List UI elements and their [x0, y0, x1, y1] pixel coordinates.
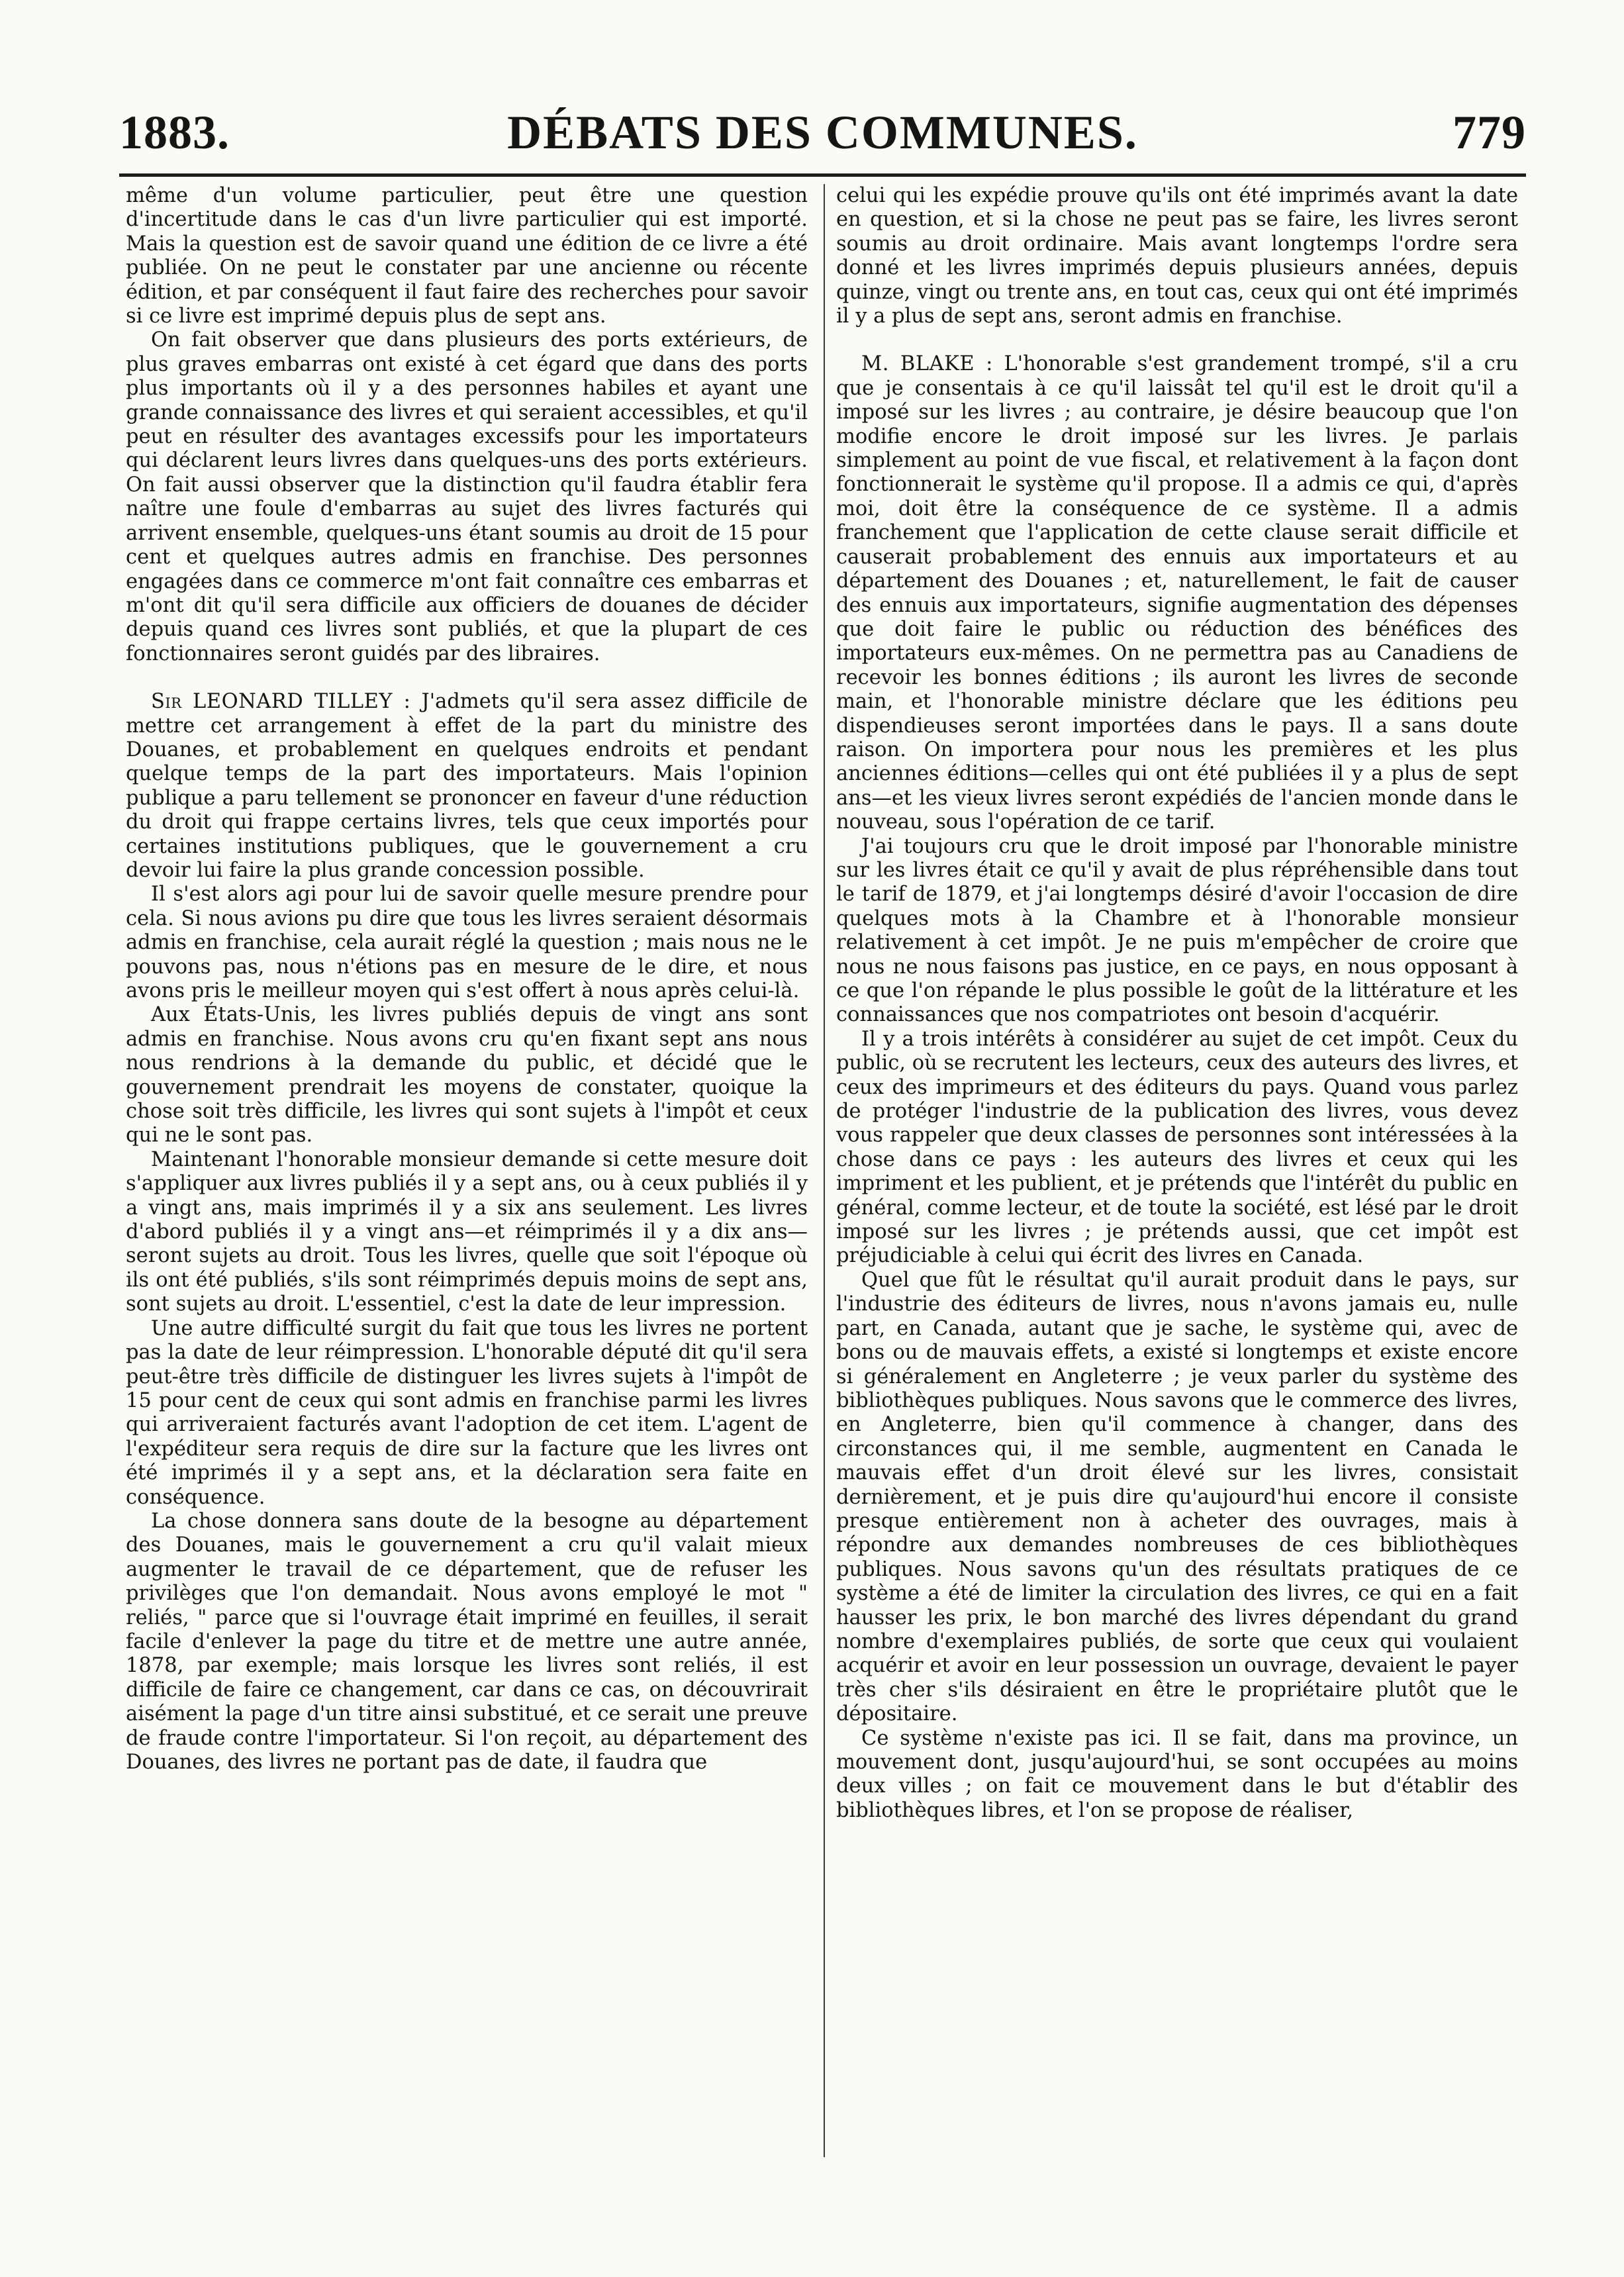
right-column: [836, 184, 1518, 2210]
right-paragraph-5: Quel que fût le résultat qu'il aurait produit dans le pays, sur l'industrie des éditeurs de livres, nous n'avons jamais eu, nulle part, en Canada, autant que je sache, le système qui, avec de bons ou de mauvais effets, a existé si longtemps et existe encore si généralement en Angleterre ; je veux parler du système des bibliothèques publiques. Nous savons que le commerce des livres, en Angleterre, bien qu'il commence à changer, dans des circonstances qui, il me semble, augmentent en Canada le mauvais effet d'un droit élevé sur les livres, consistait dernièrement, et je puis dire qu'aujourd'hui encore il consiste presque entièrement non à acheter des ouvrages, mais à répondre aux demandes nombreuses de ces bibliothèques publiques. Nous savons qu'un des résultats pratiques de ce système a été de limiter la circulation des livres, ce qui en a fait hausser les prix, le bon marché des livres dépendant du grand nombre d'exemplaires publiés, de sorte que ceux qui voulaient acquérir et avoir en leur possession un ouvrage, devaient le payer très cher s'ils désiraient en être le propriétaire plutôt que le dépositaire.: [836, 1268, 1518, 1726]
column-divider: [824, 184, 825, 2157]
right-paragraph-1: celui qui les expédie prouve qu'ils ont été imprimés avant la date en question, et si la chose ne peut pas se faire, les livres seront soumis au droit ordinaire. Mais avant longtemps l'ordre sera donné et les livres imprimés depuis plusieurs années, depuis quinze, vingt ou trente ans, en tout cas, ceux qui ont été imprimés il y a plus de sept ans, seront admis en franchise.: [836, 184, 1518, 328]
page-header: [119, 99, 1526, 166]
left-paragraph-4: Il s'est alors agi pour lui de savoir quelle mesure prendre pour cela. Si nous avions pu dire que tous les livres seraient désormais admis en franchise, cela aurait réglé la question ; mais nous ne le pouvons pas, nous n'étions pas en mesure de le dire, et nous avons pris le meilleur moyen qui s'est offert à nous après celui-là.: [126, 883, 808, 1002]
left-paragraph-8: La chose donnera sans doute de la besogne au département des Douanes, mais le gouvernement a cru qu'il valait mieux augmenter le travail de ce département, que de refuser les privilèges que l'on demandait. Nous avons employé le mot " reliés, " parce que si l'ouvrage était imprimé en feuilles, il serait facile d'enlever la page du titre et de mettre une autre année, 1878, par exemple; mais lorsque les livres sont reliés, il est difficile de faire ce changement, car dans ce cas, on découvrirait aisément la page d'un titre ainsi substitué, et ce serait une preuve de fraude contre l'importateur. Si l'on reçoit, au département des Douanes, des livres ne portant pas de date, il faudra que: [126, 1509, 808, 1774]
header-rule: [119, 173, 1526, 177]
left-paragraph-3: [126, 690, 808, 883]
left-paragraph-1: même d'un volume particulier, peut être une question d'incertitude dans le cas d'un livre particulier qui est importé. Mais la question est de savoir quand une édition de ce livre a été publiée. On ne peut le constater par une ancienne ou récente édition, et par conséquent il faut faire des recherches pour savoir si ce livre est imprimé depuis plus de sept ans.: [126, 184, 808, 328]
left-paragraph-2: On fait observer que dans plusieurs des ports extérieurs, de plus graves embarras ont existé à cet égard que dans des ports plus importants où il y a des personnes habiles et ayant une grande connaissance des livres et qui seraient accessibles, et qu'il peut en résulter des avantages excessifs pour les importateurs qui déclarent leurs livres dans quelques-uns des ports extérieurs. On fait aussi observer que la distinction qu'il faudra établir fera naître une foule d'embarras au sujet des livres facturés qui arrivent ensemble, quelques-uns étant soumis au droit de 15 pour cent et quelques autres admis en franchise. Des personnes engagées dans ce commerce m'ont fait connaître ces embarras et m'ont dit qu'il sera difficile aux officiers de douanes de décider depuis quand ces livres sont publiés, et que la plupart de ces fonctionnaires seront guidés par des libraires.: [126, 328, 808, 665]
right-paragraph-3: J'ai toujours cru que le droit imposé par l'honorable ministre sur les livres était ce qu'il y avait de plus répréhensible dans tout le tarif de 1879, et j'ai longtemps désiré d'avoir l'occasion de dire quelques mots à la Chambre et à l'honorable monsieur relativement à cet impôt. Je ne puis m'empêcher de croire que nous ne nous faisons pas justice, en ce pays, en nous opposant à ce que l'on répande le plus possible le goût de la littérature et les connaissances que nos compatriotes ont besoin d'acquérir.: [836, 834, 1518, 1027]
header-year: 1883.: [119, 106, 230, 159]
left-paragraph-7: Une autre difficulté surgit du fait que tous les livres ne portent pas la date de leur réimpression. L'honorable député dit qu'il sera peut-être très difficile de distinguer les livres sujets à l'impôt de 15 pour cent de ceux qui sont admis en franchise parmi les livres qui arriveraient facturés avant l'adoption de cet item. L'agent de l'expéditeur sera requis de dire sur la facture que les livres ont été imprimés il y a sept ans, et la déclaration sera faite en conséquence.: [126, 1316, 808, 1509]
right-paragraph-6: Ce système n'existe pas ici. Il se fait, dans ma province, un mouvement dont, jusqu'aujourd'hui, se sont occupées au moins deux villes ; on fait ce mouvement dans le but d'établir des bibliothèques libres, et l'on se propose de réaliser,: [836, 1726, 1518, 1822]
right-paragraph-2: [836, 352, 1518, 834]
left-paragraph-5: Aux États-Unis, les livres publiés depuis de vingt ans sont admis en franchise. Nous avons cru qu'en fixant sept ans nous nous rendrions à la demande du public, et décidé que le gouvernement prendrait les moyens de constater, quoique la chose soit très difficile, les livres qui sont sujets à l'impôt et ceux qui ne le sont pas.: [126, 1003, 808, 1147]
speaker-name: M. BLAKE :: [861, 352, 993, 376]
header-page-number: 779: [1453, 106, 1526, 159]
speech-text: L'honorable s'est grandement trompé, s'il a cru que je consentais à ce qu'il laissât tel qu'il est le droit qu'il a imposé sur les livres ; au contraire, je désire beaucoup que l'on modifie encore le droit imposé sur les livres. Je parlais simplement au point de vue fiscal, et relativement à la façon dont fonctionnerait le système qu'il propose. Il a admis ce qui, d'après moi, doit être la conséquence de ce système. Il a admis franchement que l'application de cette clause serait difficile et causerait probablement des ennuis aux importateurs et au département des Douanes ; et, naturellement, le fait de causer des ennuis aux importateurs, signifie augmentation des dépenses que doit faire le public ou réduction des bénéfices des importateurs eux-mêmes. On ne permettra pas au Canadiens de recevoir les bonnes éditions ; ils auront les livres de seconde main, et l'honorable ministre déclare que les éditions peu dispendieuses seront importées dans le pays. Il a sans doute raison. On importera pour nous les premières et les plus anciennes éditions—celles qui ont été publiées il y a plus de sept ans—et les vieux livres seront expédiés de l'ancien monde dans le nouveau, sous l'opération de ce tarif.: [836, 352, 1518, 834]
right-paragraph-4: Il y a trois intérêts à considérer au sujet de cet impôt. Ceux du public, où se recrutent les lecteurs, ceux des auteurs des livres, et ceux des imprimeurs et des éditeurs du pays. Quand vous parlez de protéger l'industrie de la publication des livres, vous devez vous rappeler que deux classes de personnes sont intéressées à la chose dans ce pays : les auteurs des livres et ceux qui les impriment et les publient, et je prétends que l'intérêt du public en général, comme lecteur, et de toute la société, est lésé par le droit imposé sur les livres ; je prétends aussi, que cet impôt est préjudiciable à celui qui écrit des livres en Canada.: [836, 1027, 1518, 1268]
speaker-name: Sir LEONARD TILLEY :: [151, 690, 411, 714]
left-paragraph-6: Maintenant l'honorable monsieur demande si cette mesure doit s'appliquer aux livres publiés il y a sept ans, ou à ceux publiés il y a vingt ans, mais imprimés il y a six ans seulement. Les livres d'abord publiés il y a vingt ans—et réimprimés il y a dix ans—seront sujets au droit. Tous les livres, quelle que soit l'époque où ils ont été publiés, s'ils sont réimprimés depuis moins de sept ans, sont sujets au droit. L'essentiel, c'est la date de leur impression.: [126, 1147, 808, 1316]
header-title: DÉBATS DES COMMUNES.: [507, 106, 1138, 159]
speech-text: J'admets qu'il sera assez difficile de mettre cet arrangement à effet de la part du ministre des Douanes, et probablement en quelques endroits et pendant quelque temps de la part des importateurs. Mais l'opinion publique a paru tellement se prononcer en faveur d'une réduction du droit qui frappe certains livres, tels que ceux importés pour certaines institutions publiques, que le gouvernement a cru devoir lui faire la plus grande concession possible.: [126, 690, 808, 882]
left-column: [126, 184, 808, 2210]
